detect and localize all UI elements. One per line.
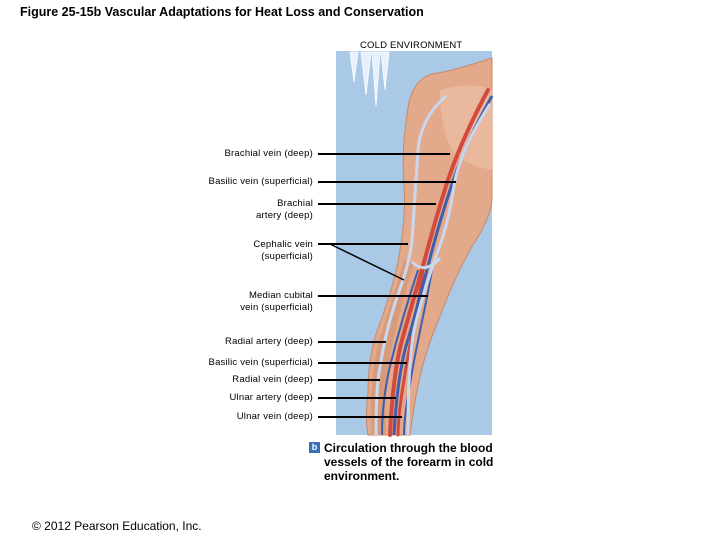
label-ulnar-vein: Ulnar vein (deep)	[236, 411, 313, 422]
figure-title: Figure 25-15b Vascular Adaptations for Heat Loss and Conservation	[20, 5, 424, 19]
environment-label: COLD ENVIRONMENT	[360, 40, 463, 51]
label-brachial-artery: Brachial artery (deep)	[256, 198, 313, 221]
label-basilic-vein-lower: Basilic vein (superficial)	[208, 357, 313, 368]
label-cephalic-vein: Cephalic vein (superficial)	[253, 239, 313, 262]
panel-badge: b	[309, 442, 320, 453]
copyright-notice: © 2012 Pearson Education, Inc.	[32, 519, 202, 533]
label-basilic-vein-upper: Basilic vein (superficial)	[208, 176, 313, 187]
label-median-cubital-vein: Median cubital vein (superficial)	[240, 290, 313, 313]
figure-caption: Circulation through the blood vessels of the forearm in cold environment.	[324, 441, 494, 483]
label-radial-artery: Radial artery (deep)	[225, 336, 313, 347]
label-ulnar-artery: Ulnar artery (deep)	[229, 392, 313, 403]
label-brachial-vein: Brachial vein (deep)	[224, 148, 313, 159]
label-radial-vein: Radial vein (deep)	[232, 374, 313, 385]
